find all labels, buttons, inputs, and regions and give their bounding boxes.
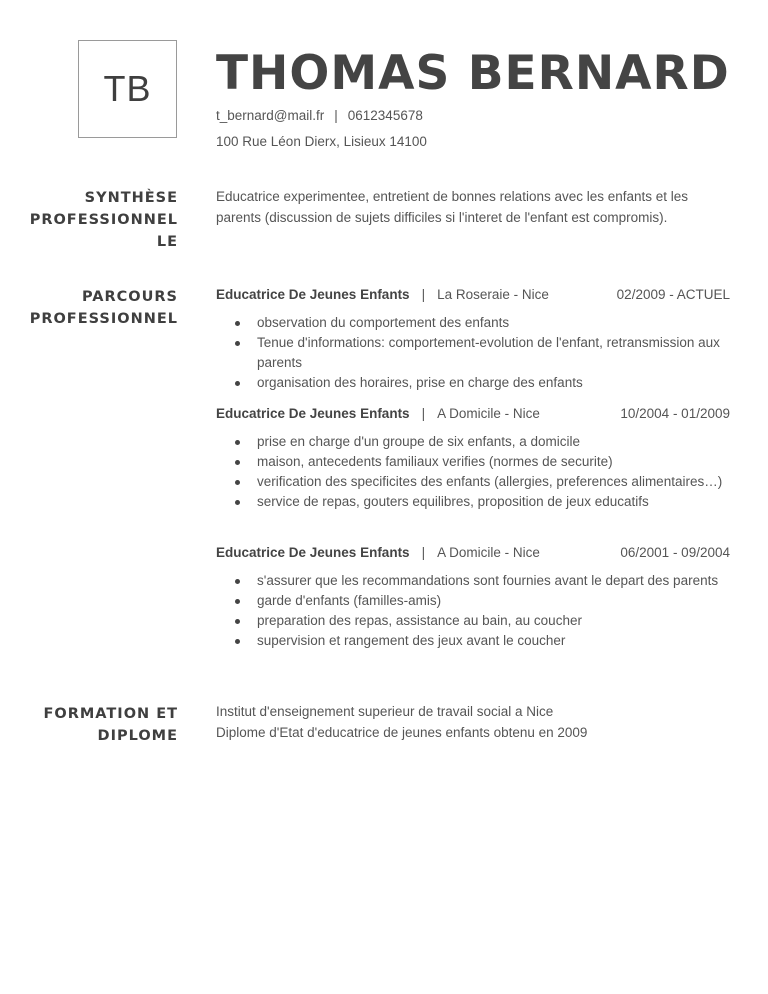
job-dates: 02/2009 - ACTUEL [616, 287, 730, 302]
job-dates: 06/2001 - 09/2004 [620, 545, 730, 560]
job-separator: | [421, 287, 426, 302]
job-bullets [216, 313, 730, 393]
bullet-item: verification des specificites des enfants (allergies, preferences alimentaires…) [216, 472, 730, 492]
heading-line: PARCOURS [81, 289, 178, 305]
education-line: Institut d'enseignement superieur de travail social a Nice [216, 704, 554, 719]
candidate-name: THOMAS BERNARD [216, 46, 730, 101]
bullet-item: s'assurer que les recommandations sont fournies avant le depart des parents [216, 571, 730, 591]
summary-text: Educatrice experimentee, entretient de bonnes relations avec les enfants et les parents (discussion de sujets difficiles si l'interet de l'enfant est compromis). [216, 189, 689, 225]
contact-line [216, 108, 423, 123]
bullet-item: supervision et rangement des jeux avant le coucher [216, 631, 730, 651]
monogram-box [78, 40, 177, 138]
monogram-initials: TB [103, 68, 152, 109]
job-title: Educatrice De Jeunes Enfants [216, 545, 410, 560]
job-header [216, 405, 730, 423]
job-bullets [216, 432, 730, 512]
job-place: La Roseraie - Nice [437, 287, 549, 302]
phone: 0612345678 [347, 108, 423, 123]
contact-separator: | [334, 108, 338, 123]
job-entry [216, 544, 730, 651]
experience-heading [30, 286, 178, 330]
job-dates: 10/2004 - 01/2009 [620, 406, 730, 421]
job-entry [216, 405, 730, 512]
heading-line: SYNTHÈSE [84, 190, 178, 206]
heading-line: LE [156, 234, 178, 250]
bullet-item: organisation des horaires, prise en charge des enfants [216, 373, 730, 393]
education-heading [43, 703, 178, 747]
job-place: A Domicile - Nice [437, 545, 540, 560]
job-separator: | [421, 545, 426, 560]
job-title: Educatrice De Jeunes Enfants [216, 406, 410, 421]
address: 100 Rue Léon Dierx, Lisieux 14100 [216, 134, 427, 149]
bullet-item: service de repas, gouters equilibres, proposition de jeux educatifs [216, 492, 730, 512]
heading-line: DIPLOME [97, 728, 178, 744]
job-header [216, 544, 730, 562]
heading-line: PROFESSIONNEL [29, 311, 178, 327]
bullet-item: observation du comportement des enfants [216, 313, 730, 333]
job-entry [216, 286, 730, 393]
bullet-item: Tenue d'informations: comportement-evolution de l'enfant, retransmission aux parents [216, 333, 730, 373]
education-line: Diplome d'Etat d'educatrice de jeunes enfants obtenu en 2009 [216, 725, 588, 740]
heading-line: FORMATION ET [43, 706, 178, 722]
job-separator: | [421, 406, 426, 421]
job-place: A Domicile - Nice [437, 406, 540, 421]
education-text [216, 701, 730, 743]
job-bullets [216, 571, 730, 651]
bullet-item: garde d'enfants (familles-amis) [216, 591, 730, 611]
summary-heading [30, 187, 178, 253]
job-header [216, 286, 730, 304]
email: t_bernard@mail.fr [216, 108, 325, 123]
bullet-item: maison, antecedents familiaux verifies (normes de securite) [216, 452, 730, 472]
bullet-item: preparation des repas, assistance au bain, au coucher [216, 611, 730, 631]
job-title: Educatrice De Jeunes Enfants [216, 287, 410, 302]
bullet-item: prise en charge d'un groupe de six enfants, a domicile [216, 432, 730, 452]
heading-line: PROFESSIONNEL [29, 212, 178, 228]
